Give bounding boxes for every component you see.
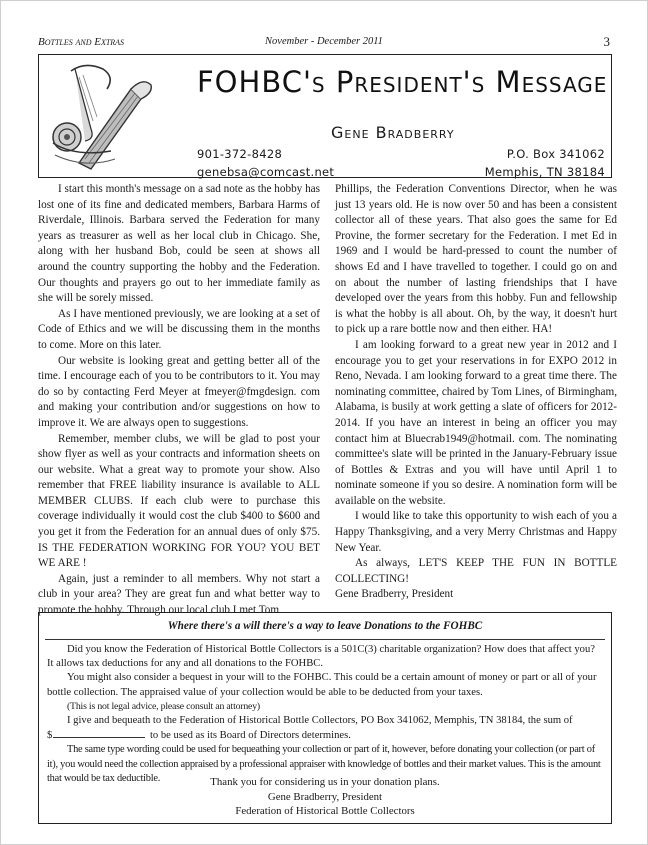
paragraph: As always, LET'S KEEP THE FUN IN BOTTLE COLLECTING! xyxy=(335,557,617,585)
dollar-sign: $ xyxy=(47,730,53,742)
organization-name: Federation of Historical Bottle Collectors xyxy=(235,805,415,818)
donation-box xyxy=(38,612,612,824)
bequest-wording xyxy=(47,714,603,743)
legal-disclaimer: (This is not legal advice, please consult an attorney) xyxy=(67,700,260,712)
article-column-right xyxy=(335,182,617,603)
signer-name: Gene Bradberry, President xyxy=(267,790,383,803)
email-address: genebsa@comcast.net xyxy=(197,165,335,179)
donation-paragraph: Did you know the Federation of Historical Bottle Collectors is a 501C(3) charitable organization? How does that affect you? It allows tax deductions for any and all donations to the FOHBC. xyxy=(47,644,595,670)
presidents-message-banner xyxy=(38,54,612,178)
paragraph: I am looking forward to a great new year in 2012 and I encourage you to get your reservations in for EXPO 2012 in Reno, Nevada. I am looking forward to a great time there. The nominating committee, chaired by Tom Lines, of Birmingham, Alabama, is busily at work getting a slate of officers for 2012-2014. If you have an interest in being an officer you may contact him at Bluecrab1949@hotmail. com. The nominating committee's slate will be printed in the January-February issue of Bottles & Extras and you will have until April 1 to nominate someone if you so desire. A nomination form will be available on the website. xyxy=(335,338,617,507)
paragraph: As I have mentioned previously, we are looking at a set of Code of Ethics and we will be discussing them in the months to come. More on this later. xyxy=(38,307,320,351)
bequest-text: I give and bequeath to the Federation of Historical Bottle Collectors, PO Box 341062, Memphis, TN 38184, the sum of xyxy=(67,715,573,727)
amount-blank xyxy=(53,728,145,738)
paragraph: I start this month's message on a sad note as the hobby has lost one of its fine and dedicated members, Barbara Harms of Riverdale, Illinois. Barbara served the Federation for many years as treasurer as well as her local club in Chicago. She, along with her husband Bob, could be seen at shows all around the country supporting the hobby and the Federation. Our thoughts and prayers go out to her immediate family as she will be sorely missed. xyxy=(38,183,320,305)
city-address: Memphis, TN 38184 xyxy=(484,165,605,179)
thank-you-line: Thank you for considering us in your donation plans. xyxy=(210,776,440,788)
page-title: FOHBC's President's Message xyxy=(197,65,608,99)
phone-number: 901-372-8428 xyxy=(197,147,283,161)
issue-date: November - December 2011 xyxy=(265,36,383,47)
article-column-left xyxy=(38,182,320,619)
divider xyxy=(45,639,605,640)
po-box: P.O. Box 341062 xyxy=(506,147,605,161)
signature-line: Gene Bradberry, President xyxy=(335,588,454,601)
publication-name: Bottles and Extras xyxy=(38,36,125,48)
donation-heading: Where there's a will there's a way to leave Donations to the FOHBC xyxy=(167,620,483,632)
paragraph: Our website is looking great and getting better all of the time. I encourage each of you to be contributors to it. You may do so by contacting Ferd Meyer at fmeyer@fmgdesign. com and making your contribution and/or suggestions on how to improve it. We are always open to suggestions. xyxy=(38,354,320,429)
article-body xyxy=(38,182,617,617)
paragraph: Again, just a reminder to all members. Why not start a club in your area? They are great fun and what better way to promote the hobby. Through our local club I met Tom xyxy=(38,572,320,617)
page-number: 3 xyxy=(603,34,610,49)
donation-body xyxy=(47,643,603,786)
running-header xyxy=(38,36,610,50)
bequest-text-end: to be used as its Board of Directors determines. xyxy=(149,730,351,742)
paragraph: Remember, member clubs, we will be glad to post your show flyer as well as your contracts and information sheets on our website. What a great way to promote your show. Also remember that FREE liability insurance is available to ALL MEMBER CLUBS. If each club were to purchase this coverage individually it would cost the club $400 to $600 and you get it from the Federation for an annual dues of only $75. IS THE FEDERATION WORKING FOR YOU? YOU BET WE ARE ! xyxy=(38,432,320,570)
donation-signoff xyxy=(39,775,611,819)
paragraph: Phillips, the Federation Conventions Director, when he was just 13 years old. He is now over 50 and has been a consistent collector all of these years. That also goes the same for Ed Provine, the former secretary for the Federation. I met Ed in 1969 and I would be hard-pressed to count the number of shows Ed and I have travelled to together. I could go on and on about the number of lasting friendships that I have developed over the years from this hobby. Fun and fellowship is what the hobby is all about. Oh, by the way, it doesn't hurt to pick up a rare bottle now and then either. HA! xyxy=(335,183,617,336)
donation-paragraph: The same type wording could be used for bequeathing your collection or part of it, however, before donating your collection (or part of it), you would need the collection appraised by a professional appraiser with knowledge of bottles and their market values. This is the amount that would be tax deductible. xyxy=(47,744,601,784)
paragraph: I would like to take this opportunity to wish each of you a Happy Thanksgiving, and a very Merry Christmas and Happy New Year. xyxy=(335,510,617,554)
author-name: Gene Bradberry xyxy=(331,123,455,142)
donation-paragraph: You might also consider a bequest in your will to the FOHBC. This could be a certain amount of money or part or all of your bottle collection. The appraised value of your collection would be able to be deducted from your taxes. xyxy=(47,672,597,698)
scroll-and-quill-icon xyxy=(45,59,157,171)
